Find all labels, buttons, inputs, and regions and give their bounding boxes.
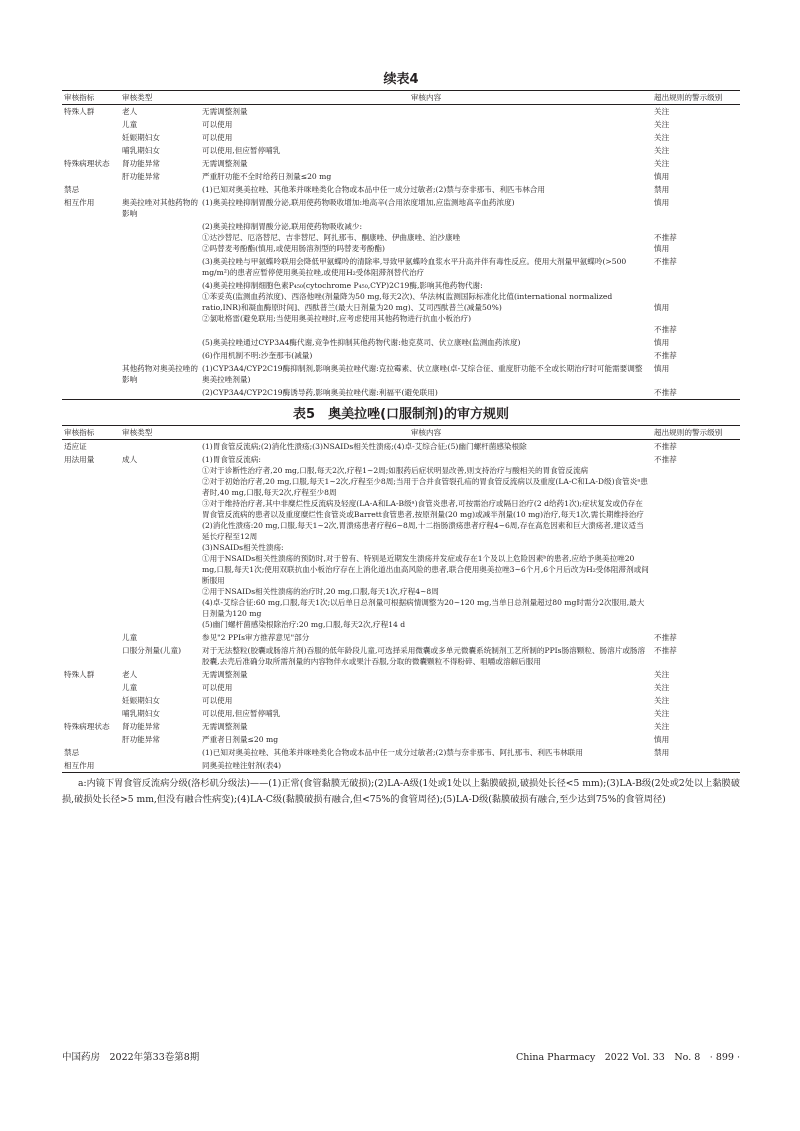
cell-content: 可以使用: [202, 120, 233, 129]
table4-header-row: [62, 91, 740, 105]
cell-indicator: [62, 144, 120, 157]
cell-type: 妊娠期妇女: [122, 696, 160, 705]
footer-journal-en: China Pharmacy 2022 Vol. 33 No. 8 · 899 ·: [515, 1052, 740, 1063]
table4-header-content: 审核内容: [410, 93, 442, 102]
cell-level: 不推荐 慎用: [654, 233, 677, 253]
cell-indicator: 禁忌: [64, 748, 80, 757]
cell-indicator: 特殊人群: [64, 670, 95, 679]
cell-level: 慎用: [654, 198, 670, 207]
cell-indicator: 相互作用: [64, 198, 95, 207]
cell-content: (1)胃食管反流病: ①对于诊断性治疗者,20 mg,口服,每天2次,疗程1~2周;如服药后症状明显改善,则支持治疗与酸相关的胃食管反流病 ②对于初始治疗者,20 mg,口服,每天1~2次,疗程至少8周;当用于合并食管裂孔疝的胃食管反流病以及重度(LA-C和LA-D级)食管炎ᵃ患者时,40 mg,口服,每天2次,疗程至少8周 ③对于维持治疗者,其中非糜烂性反流病及轻度(LA-A和LA-B级ᵃ)食管炎患者,可按需治疗或隔日治疗(2 d给药1次);症状复发或仍存在胃食管反流病的患者以及重度糜烂性食管炎或Barrett食管患者,按原剂量(20 mg)或减半剂量(10 mg)治疗,每天1次,需长期维持治疗 (2)消化性溃疡:20 mg,口服,每天1~2次,胃溃疡患者疗程6~8周,十二指肠溃疡患者疗程4~6周,存在高危因素和巨大溃疡者,建议适当延长疗程至12周 (3)NSAIDs相关性溃疡: ①用于NSAIDs相关性溃疡的预防时,对于曾有、特别是近期发生溃疡并发症或存在1个及以上危险因素ᵇ的患者,应给予奥美拉唑20 mg,口服,每天1次;使用双联抗血小板治疗存在上消化道出血高风险的患者,联合使用奥美拉唑3~6个月,6个月后改为H₂受体阻滞剂或间断服用 ②用于NSAIDs相关性溃疡的治疗时,20 mg,口服,每天1次,疗程4~8周 (4)卓-艾综合征:60 mg,口服,每天1次;以后单日总剂量可根据病情调整为20~120 mg,当单日总剂量超过80 mg时需分2次服用,最大日剂量为120 mg (5)幽门螺杆菌感染根除治疗:20 mg,口服,每天2次,疗程14 d: [202, 455, 649, 629]
cell-level: 不推荐: [654, 257, 677, 266]
cell-indicator: [62, 279, 120, 336]
cell-type: [120, 759, 200, 773]
cell-level: 关注: [654, 146, 670, 155]
cell-indicator: [62, 255, 120, 279]
cell-type: [120, 336, 200, 349]
cell-content: 严重者日剂量≤20 mg: [202, 735, 279, 744]
cell-indicator: [62, 694, 120, 707]
table-row: [62, 255, 740, 279]
cell-content: 可以使用: [202, 133, 233, 142]
cell-level: 禁用: [654, 185, 670, 194]
cell-indicator: [62, 170, 120, 183]
table-row: [62, 759, 740, 773]
table-row: [62, 668, 740, 681]
cell-level: 不推荐: [654, 388, 677, 397]
table5-title: 表5 奥美拉唑(口服制剂)的审方规则: [293, 407, 509, 422]
table-row: [62, 157, 740, 170]
cell-indicator: [62, 118, 120, 131]
page: [62, 0, 740, 808]
cell-level: [652, 759, 740, 773]
cell-level: 关注: [654, 696, 670, 705]
cell-type: [120, 746, 200, 759]
table4-header-level: 超出规则的警示级别: [654, 93, 723, 102]
cell-type: 儿童: [122, 120, 138, 129]
cell-indicator: [62, 220, 120, 255]
cell-indicator: 相互作用: [64, 761, 95, 770]
table-row: [62, 733, 740, 746]
cell-type: 口服分剂量(儿童): [122, 646, 182, 655]
cell-type: 儿童: [122, 633, 138, 642]
table-footnote: a:内镜下胃食管反流病分级(洛杉矶分级法)——(1)正常(食管黏膜无破损);(2)LA-A级(1处或1处以上黏膜破损,破损处长径<5 mm);(3)LA-B级(2处或2处以上黏膜破损,破损处长径>5 mm,但没有融合性病变);(4)LA-C级(黏膜破损有融合,但<75%的食管周径);(5)LA-D级(黏膜破损有融合,至少达到75%的食管周径): [62, 778, 740, 805]
table-row: [62, 386, 740, 400]
cell-indicator: [62, 131, 120, 144]
cell-indicator: 禁忌: [64, 185, 80, 194]
cell-type: 肝功能异常: [122, 735, 160, 744]
cell-type: [120, 349, 200, 362]
cell-indicator: [62, 707, 120, 720]
cell-indicator: 适应证: [64, 442, 87, 451]
cell-content: (2)CYP3A4/CYP2C19酶诱导药,影响奥美拉唑代谢:利福平(避免联用): [202, 388, 438, 397]
cell-type: [120, 279, 200, 336]
cell-content: 无需调整剂量: [202, 159, 248, 168]
cell-content: (5)奥美拉唑通过CYP3A4酶代谢,竞争性抑制其他药物代谢:他克莫司、伏立康唑(监测血药浓度): [202, 338, 521, 347]
cell-type: 老人: [122, 670, 138, 679]
table-row: [62, 453, 740, 631]
cell-level: 关注: [654, 722, 670, 731]
cell-level: 不推荐: [654, 442, 677, 451]
table4-header-type: 审核类型: [122, 93, 153, 102]
cell-level: 不推荐: [654, 633, 677, 642]
table-row: [62, 644, 740, 668]
table-row: [62, 707, 740, 720]
cell-indicator: [62, 681, 120, 694]
table-row: [62, 144, 740, 157]
cell-type: [120, 386, 200, 400]
cell-level: 慎用: [654, 338, 670, 347]
table-row: [62, 279, 740, 336]
cell-indicator: [62, 362, 120, 386]
table-row: [62, 105, 740, 119]
cell-indicator: 特殊病理状态: [64, 722, 110, 731]
table-row: [62, 746, 740, 759]
cell-indicator: [62, 386, 120, 400]
cell-content: (4)奥美拉唑抑制细胞色素P₄₅₀(cytochrome P₄₅₀,CYP)2C19酶,影响其他药物代谢: ①苯妥英(监测血药浓度)、西洛他唑(剂量降为50 mg,每天2次)、华法林[监测国际标准化比值(international normalized ratio,INR)和凝血酶原时间]、西酞普兰(最大日剂量为20 mg)、艾司西酞普兰(减量50%) ②氯吡格雷(避免联用;当使用奥美拉唑时,应考虑使用其他药物进行抗血小板治疗): [202, 281, 613, 323]
cell-type: 哺乳期妇女: [122, 146, 160, 155]
table-row: [62, 220, 740, 255]
cell-content: 严重肝功能不全时给药日剂量≤20 mg: [202, 172, 332, 181]
cell-content: 参见"2 PPIs审方推荐意见"部分: [202, 633, 310, 642]
cell-content: 对于无法整粒(胶囊或肠溶片剂)吞服的低年龄段儿童,可选择采用微囊或多单元微囊系统制剂工艺所制的PPIs肠溶颗粒、肠溶片或肠溶胶囊,去壳后准确分取所需剂量的内容物伴水或果汁吞服,分取的微囊颗粒不得粉碎、咀嚼或溶解后服用: [202, 646, 646, 666]
cell-level: 慎用: [654, 172, 670, 181]
cell-level: 关注: [654, 120, 670, 129]
cell-content: 无需调整剂量: [202, 670, 248, 679]
cell-content: 无需调整剂量: [202, 722, 248, 731]
table-row: [62, 131, 740, 144]
table-row: [62, 118, 740, 131]
table4-header-indicator: 审核指标: [64, 93, 95, 102]
cell-content: 同奥美拉唑注射剂(表4): [202, 761, 282, 770]
table-row: [62, 349, 740, 362]
cell-indicator: [62, 631, 120, 644]
table5-header-row: [62, 426, 740, 440]
cell-content: 无需调整剂量: [202, 107, 248, 116]
cell-level: 关注: [654, 133, 670, 142]
table4-body: [62, 105, 740, 400]
table-row: [62, 631, 740, 644]
cell-content: 可以使用,但应暂停哺乳: [202, 709, 281, 718]
cell-content: (1)胃食管反流病;(2)消化性溃疡;(3)NSAIDs相关性溃疡;(4)卓-艾综合征;(5)幽门螺杆菌感染根除: [202, 442, 527, 451]
table4-title: 续表4: [383, 72, 419, 87]
cell-type: 妊娠期妇女: [122, 133, 160, 142]
page-footer: [62, 1050, 740, 1066]
cell-content: 可以使用: [202, 683, 233, 692]
table4: [62, 90, 740, 400]
table5-header-indicator: 审核指标: [64, 428, 95, 437]
cell-level: 慎用 不推荐: [654, 303, 677, 334]
footer-journal-cn: 中国药房 2022年第33卷第8期: [62, 1052, 200, 1063]
cell-type: [120, 183, 200, 196]
cell-type: 奥美拉唑对其他药物的影响: [122, 198, 198, 218]
cell-level: 禁用: [654, 748, 670, 757]
cell-level: 关注: [654, 709, 670, 718]
cell-type: 儿童: [122, 683, 138, 692]
cell-type: 肾功能异常: [122, 159, 160, 168]
table5-header-content: 审核内容: [410, 428, 442, 437]
cell-indicator: 特殊人群: [64, 107, 95, 116]
cell-content: (3)奥美拉唑与甲氨蝶呤联用会降低甲氨蝶呤的清除率,导致甲氨蝶呤血浆水平升高并伴有毒性反应。使用大剂量甲氨蝶呤(>500 mg/m²)的患者应暂停使用奥美拉唑,或使用H₂受体阻滞剂替代治疗: [202, 257, 629, 277]
cell-content: 可以使用,但应暂停哺乳: [202, 146, 281, 155]
cell-content: 可以使用: [202, 696, 233, 705]
table5-body: [62, 440, 740, 773]
cell-level: 关注: [654, 683, 670, 692]
table-row: [62, 336, 740, 349]
cell-level: 不推荐: [654, 455, 677, 464]
cell-type: 肝功能异常: [122, 172, 160, 181]
table-row: [62, 183, 740, 196]
cell-level: 慎用: [654, 735, 670, 744]
cell-indicator: [62, 349, 120, 362]
cell-type: [120, 440, 200, 454]
cell-type: 成人: [122, 455, 138, 464]
table5-header-type: 审核类型: [122, 428, 153, 437]
cell-level: 不推荐: [654, 646, 677, 655]
cell-type: [120, 255, 200, 279]
cell-content: (6)作用机制不明:沙奎那韦(减量): [202, 351, 313, 360]
cell-content: (1)CYP3A4/CYP2C19酶抑制剂,影响奥美拉唑代谢:克拉霉素、伏立康唑(卓-艾综合征、重度肝功能不全或长期治疗时可能需要调整奥美拉唑剂量): [202, 364, 643, 384]
table-row: [62, 720, 740, 733]
cell-content: (1)已知对奥美拉唑、其他苯并咪唑类化合物或本品中任一成分过敏者;(2)禁与奈非那韦、利匹韦林合用: [202, 185, 546, 194]
cell-level: 慎用: [654, 364, 670, 373]
cell-type: 哺乳期妇女: [122, 709, 160, 718]
cell-indicator: [62, 733, 120, 746]
cell-indicator: 特殊病理状态: [64, 159, 110, 168]
table-row: [62, 440, 740, 454]
cell-indicator: [62, 644, 120, 668]
cell-level: 不推荐: [654, 351, 677, 360]
cell-content: (1)已知对奥美拉唑、其他苯并咪唑类化合物或本品中任一成分过敏者;(2)禁与奈非那韦、阿扎那韦、利匹韦林联用: [202, 748, 583, 757]
table-row: [62, 196, 740, 220]
cell-indicator: 用法用量: [64, 455, 95, 464]
table-row: [62, 170, 740, 183]
cell-type: 老人: [122, 107, 138, 116]
table5: [62, 425, 740, 773]
cell-content: (2)奥美拉唑抑制胃酸分泌,联用使药物吸收减少: ①达沙替尼、厄洛替尼、吉非替尼、阿扎那韦、酮康唑、伊曲康唑、泊沙康唑 ②吗替麦考酚酯(慎用,或使用肠溶剂型的吗替麦考酚酯): [202, 222, 461, 253]
cell-type: 其他药物对奥美拉唑的影响: [122, 364, 198, 384]
cell-content: (1)奥美拉唑抑制胃酸分泌,联用使药物吸收增加:地高辛(合用浓度增加,应监测地高辛血药浓度): [202, 198, 515, 207]
cell-type: 肾功能异常: [122, 722, 160, 731]
table-row: [62, 694, 740, 707]
cell-level: 关注: [654, 107, 670, 116]
cell-type: [120, 220, 200, 255]
cell-level: 关注: [654, 159, 670, 168]
table-row: [62, 362, 740, 386]
cell-indicator: [62, 336, 120, 349]
table-row: [62, 681, 740, 694]
table5-header-level: 超出规则的警示级别: [654, 428, 723, 437]
cell-level: 关注: [654, 670, 670, 679]
